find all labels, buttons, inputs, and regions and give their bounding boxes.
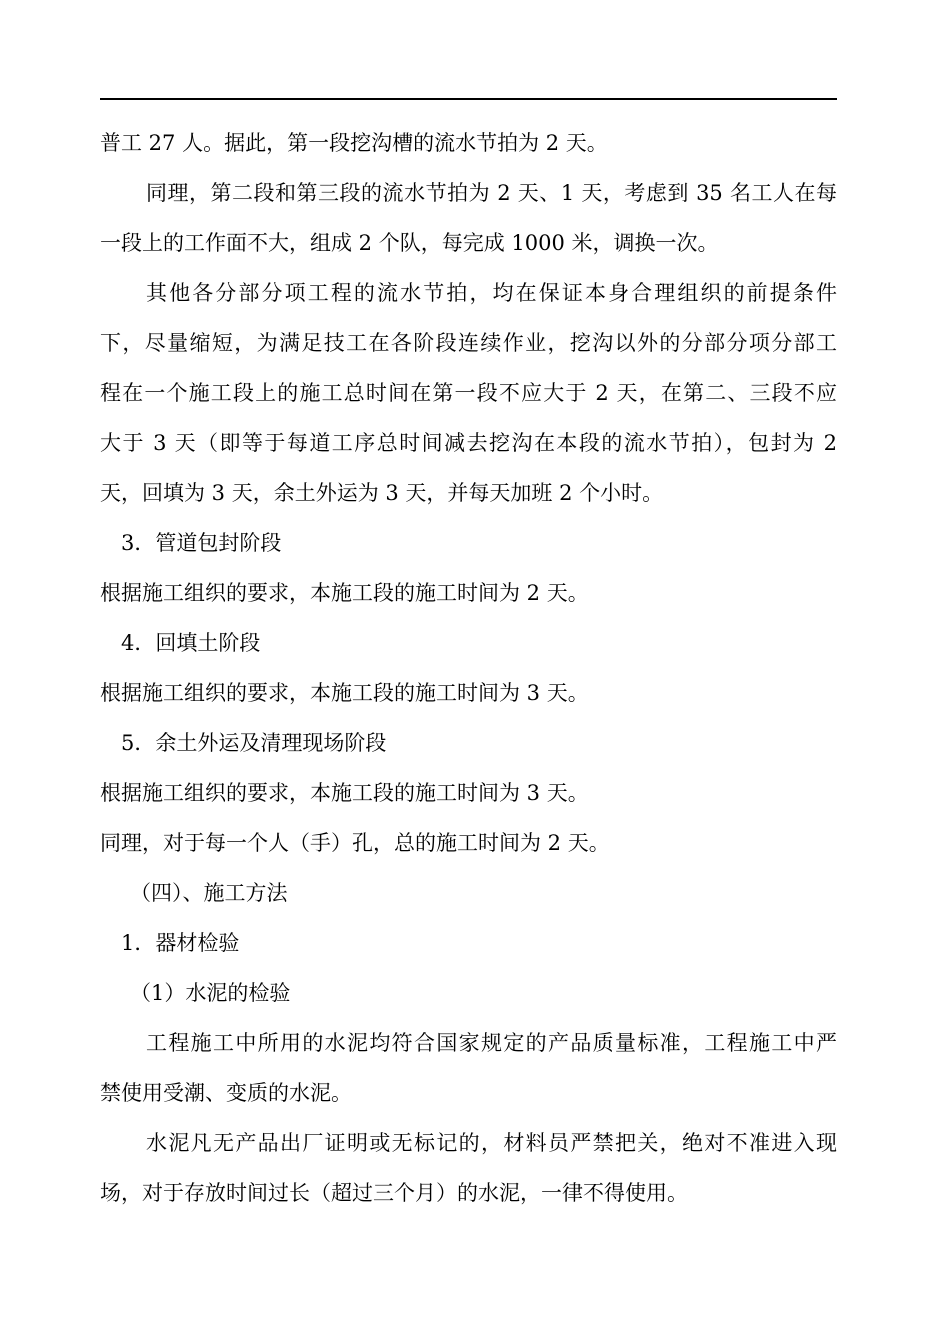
text-line: 下，尽量缩短，为满足技工在各阶段连续作业，挖沟以外的分部分项分部工 [100,331,837,355]
text-line: 其他各分部分项工程的流水节拍，均在保证本身合理组织的前提条件 [146,281,837,305]
section-heading: 3．管道包封阶段 [121,531,282,555]
text-line: 根据施工组织的要求，本施工段的施工时间为 3 天。 [100,781,589,805]
text-line: 普工 27 人。据此，第一段挖沟槽的流水节拍为 2 天。 [100,131,608,155]
text-line: 同理，第二段和第三段的流水节拍为 2 天、1 天，考虑到 35 名工人在每 [146,181,837,205]
text-line: 场，对于存放时间过长（超过三个月）的水泥，一律不得使用。 [100,1181,688,1205]
text-line: 工程施工中所用的水泥均符合国家规定的产品质量标准，工程施工中严 [146,1031,837,1055]
text-line: 程在一个施工段上的施工总时间在第一段不应大于 2 天，在第二、三段不应 [100,381,837,405]
text-line: 根据施工组织的要求，本施工段的施工时间为 3 天。 [100,681,589,705]
text-line: 根据施工组织的要求，本施工段的施工时间为 2 天。 [100,581,589,605]
text-line: 同理，对于每一个人（手）孔，总的施工时间为 2 天。 [100,831,610,855]
document-body [100,118,837,1218]
text-line: 一段上的工作面不大，组成 2 个队，每完成 1000 米，调换一次。 [100,231,719,255]
text-line: 禁使用受潮、变质的水泥。 [100,1081,352,1105]
section-heading: 1．器材检验 [121,931,240,955]
text-line: 大于 3 天（即等于每道工序总时间减去挖沟在本段的流水节拍），包封为 2 [100,431,837,455]
text-line: 水泥凡无产品出厂证明或无标记的，材料员严禁把关，绝对不准进入现 [146,1131,837,1155]
subsection-heading: （1）水泥的检验 [130,981,291,1005]
section-heading: 5．余土外运及清理现场阶段 [121,731,387,755]
text-line: 天，回填为 3 天，余土外运为 3 天，并每天加班 2 个小时。 [100,481,664,505]
section-heading: 4．回填土阶段 [121,631,261,655]
section-heading: （四）、施工方法 [130,881,288,905]
header-rule [100,98,837,100]
